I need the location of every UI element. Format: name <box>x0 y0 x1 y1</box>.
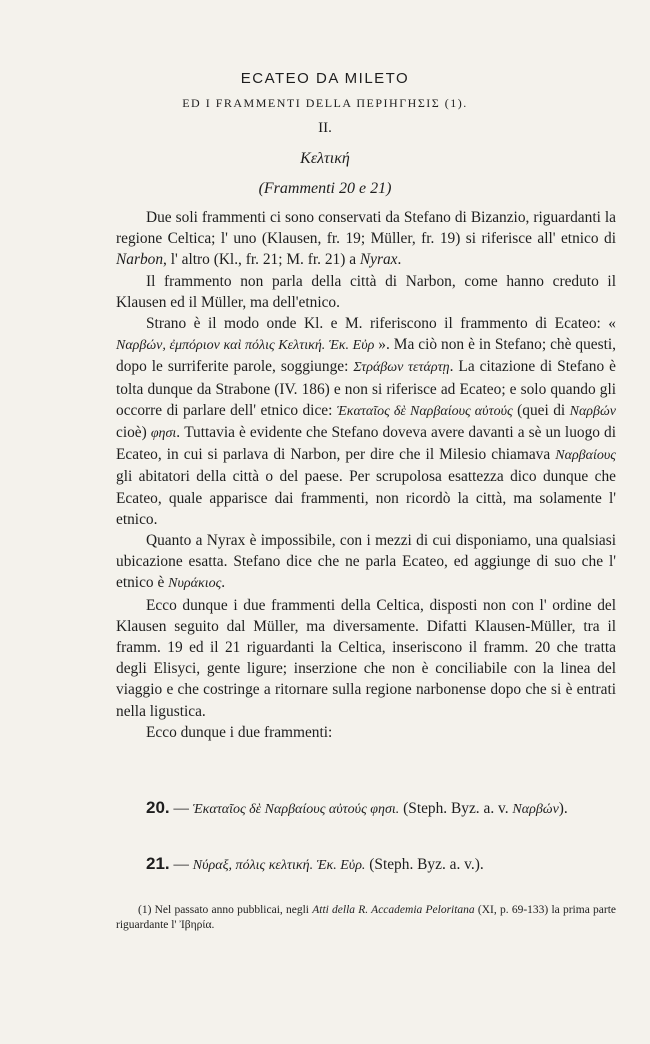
greek-quote: Ναρβών, ἐμπόριον καὶ πόλις Κελτική. Ἑκ. Εὐρ <box>116 338 375 354</box>
italic-term: Narbon <box>116 251 164 269</box>
text: . La citazione di Stefano è tolta dunque da Strabone (IV. 186) e non si riferisce ad Ecateo; e solo quando gli occorre di parlare dell' etnico dice: <box>116 358 616 419</box>
fragments-label: (Frammenti 20 e 21) <box>258 180 392 197</box>
fragment-source: (Steph. Byz. a. v. <box>399 800 513 817</box>
footnote-text: (1) Nel passato anno pubblicai, negli <box>138 904 313 916</box>
paragraph-4 <box>116 530 616 595</box>
text: , l' altro (Kl., fr. 21; M. fr. 21) a <box>163 251 360 269</box>
text: cioè) <box>116 424 151 442</box>
text: (quei di <box>512 401 570 419</box>
chapter-subtitle: ED I FRAMMENTI DELLA ΠΕΡΙΗΓΗΣΙΣ (1). <box>182 96 468 110</box>
footnote-text: (XI, p. 69-133) la prima parte riguardante l' Ἰβηρία. <box>116 904 616 931</box>
text: . Tuttavia è evidente che Stefano doveva avere davanti a sè un luogo di Ecateo, in cui si parlava di Narbon, per dire che il Milesio chiamava <box>116 424 616 464</box>
section-greek-title: Κελτική <box>300 150 350 167</box>
paragraph-5: Ecco dunque i due frammenti della Celtica, disposti non con l' ordine del Klausen seguito dal Müller, ma diversamente. Difatti Klausen-Müller, tra il framm. 19 ed il 21 riguardanti la Celtica, inseriscono il framm. 20 che tratta degli Elisyci, gente ligure; inserzione che non è conciliabile con la linea del viaggio e che costringe a ritornare sulla regione narbonense dopo che si è entrati nella ligustica. <box>116 596 616 720</box>
dash: — <box>169 800 193 817</box>
fragment-source: (Steph. Byz. a. v.). <box>365 856 484 873</box>
fragment-source-end: ). <box>558 800 568 817</box>
paragraph-2: Il frammento non parla della città di Narbon, come hanno creduto il Klausen ed il Müller, ma dell'etnico. <box>116 272 616 311</box>
footnote-journal: Atti della R. Accademia Peloritana <box>312 904 475 916</box>
greek-quote: Ναρβαίους <box>555 448 616 464</box>
text: Strano è il modo onde Kl. e M. riferiscono il frammento di Ecateo: « <box>146 315 616 333</box>
fragment-number: 20. <box>146 798 170 817</box>
fragment-number: 21. <box>146 854 170 873</box>
greek-quote: Στράβων τετάρτῃ <box>353 360 450 376</box>
dash: — <box>169 856 193 873</box>
paragraph-1 <box>116 207 616 271</box>
section-number: II. <box>318 120 332 136</box>
paragraph-3 <box>116 313 616 530</box>
running-title: ECATEO DA MILETO <box>240 70 410 87</box>
text: gli abitatori della città o del paese. Per scrupolosa esattezza dico dunque che Ecateo, quale apparisce dai frammenti, non ricordò la città, ma solamente l' etnico. <box>116 468 616 528</box>
fragment-greek-text: Ἑκαταῖος δὲ Ναρβαίους αὐτούς φησι. <box>192 802 400 817</box>
paragraph-6: Ecco dunque i due frammenti: <box>146 723 333 741</box>
italic-term: Nyrax <box>359 251 398 269</box>
greek-quote: Ἑκαταῖος δὲ Ναρβαίους αὐτούς <box>336 403 513 419</box>
footnote <box>116 903 616 933</box>
text: Quanto a Nyrax è impossibile, con i mezzi di cui disponiamo, una qualsiasi ubicazione esatta. Stefano dice che ne parla Ecateo, ed aggiunge di suo che l' etnico è <box>116 532 616 592</box>
fragment-source-greek: Ναρβών <box>512 802 559 817</box>
text: ». Ma ciò non è in Stefano; chè questi, dopo le surriferite parole, soggiunge: <box>116 336 616 376</box>
text: Due soli frammenti ci sono conservati da Stefano di Bizanzio, riguardanti la regione Celtica; l' uno (Klausen, fr. 19; Müller, fr. 19) si riferisce all' etnico di <box>116 209 616 248</box>
fragment-21 <box>116 853 616 876</box>
text: . <box>221 574 226 592</box>
greek-quote: Ναρβών <box>569 403 616 419</box>
greek-quote: Νυράκιος <box>168 576 222 592</box>
greek-quote: φησι <box>150 426 177 442</box>
body-text <box>116 207 616 743</box>
text: . <box>397 251 402 269</box>
fragment-greek-text: Νύραξ, πόλις κελτική. Ἑκ. Εὐρ. <box>192 858 366 873</box>
fragment-20 <box>116 797 616 820</box>
